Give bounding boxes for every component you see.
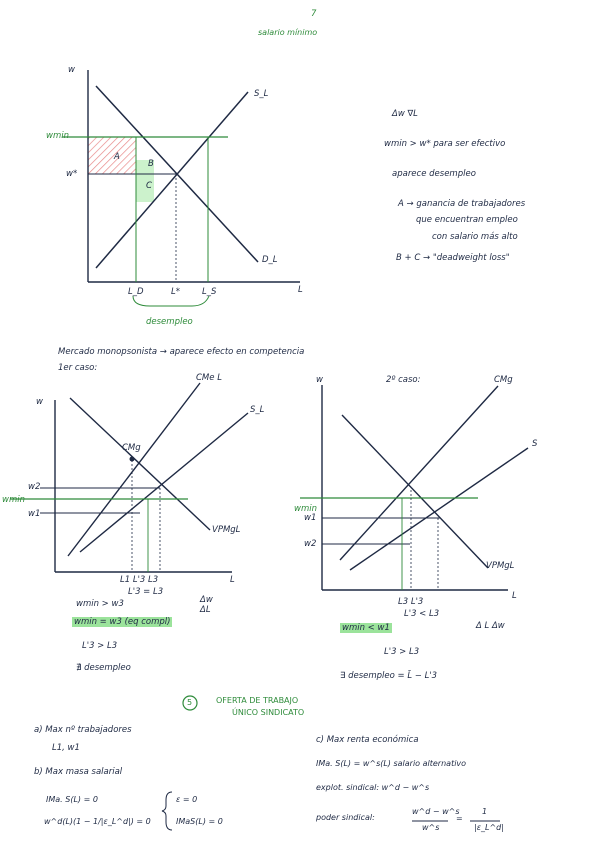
bottom-right-eq3-label: poder sindical: <box>316 813 375 822</box>
graph1-x-axis-label: L <box>298 285 303 295</box>
section5-title-2: ÚNICO SINDICATO <box>232 708 305 717</box>
graph3-y-axis-label: w <box>316 375 323 385</box>
graph1-demand-label: D_L <box>262 255 278 265</box>
bottom-left-eq1: IMa. S(L) = 0 <box>46 795 98 804</box>
graph3-vpmgl-line <box>342 415 488 568</box>
graph1-area-b: B <box>148 159 154 169</box>
graph2-ticks-label: L1 L'3 L3 <box>120 575 159 585</box>
graph3-wmin-label: wmin <box>294 504 317 514</box>
bottom-left-eq2: w^d(L)(1 − 1/|ε_L^d|) = 0 <box>44 817 151 826</box>
graph2-w2-label: w2 <box>28 482 41 492</box>
bottom-left-b-line1: b) Max masa salarial <box>34 767 123 777</box>
notes1-line-5: con salario más alto <box>432 232 518 242</box>
notes2-line-1c: ΔL <box>200 605 211 615</box>
graph2-x-axis-label: L <box>230 575 235 585</box>
section5-number: 5 <box>187 698 193 707</box>
notes2-line-2 <box>72 618 172 627</box>
graph1-bracket-label: desempleo <box>146 317 193 327</box>
section5-title-1: OFERTA DE TRABAJO <box>216 696 299 705</box>
bottom-left-a-line1: a) Max nº trabajadores <box>34 725 132 735</box>
graph2-w1-label: w1 <box>28 509 41 519</box>
case1-label: 1er caso: <box>58 363 98 373</box>
graph1-bracket <box>133 296 209 306</box>
bottom-right-eq1: IMa. S(L) = w^s(L) salario alternativo <box>316 759 467 768</box>
graph3-vpmgl-label: VPMgL <box>486 561 515 571</box>
graph2-s-label: S_L <box>250 405 265 415</box>
graph3-cmg-label: CMg <box>494 375 513 385</box>
graph2-ticks-label2: L'3 = L3 <box>128 587 164 597</box>
graph3-s-label: S <box>532 439 538 449</box>
graph2 <box>10 383 248 572</box>
graph1-y-axis-label: w <box>68 65 75 75</box>
bottom-right-eq3-r-den: |ε_L^d| <box>474 823 504 832</box>
notes1-line-0: Δw ∇L <box>392 109 418 119</box>
notes3-line-2: L'3 > L3 <box>384 647 420 657</box>
page-mark: 7 <box>311 9 317 19</box>
page-title: salario mínimo <box>258 28 318 37</box>
graph2-y-axis-label: w <box>36 397 43 407</box>
notes2-line-1: wmin > w3 <box>76 599 124 609</box>
notes3-line-1-text: wmin < w1 <box>342 623 390 633</box>
notes2-line-2-text: wmin = w3 (eq compl) <box>74 617 171 627</box>
notes2-line-1b: Δw <box>200 595 213 605</box>
bottom-right-c-line1: c) Max renta económica <box>316 735 419 745</box>
notes3-line-1b: Δ L Δw <box>476 621 505 631</box>
notes1-line-4: que encuentran empleo <box>416 215 518 225</box>
graph2-cmg-point <box>130 457 135 462</box>
bottom-right-eq3-r-num: 1 <box>482 807 488 816</box>
notes2-line-4: ∄ desempleo <box>76 663 131 673</box>
notes1-line-2: aparece desempleo <box>392 169 476 179</box>
graph3-s-line <box>350 448 528 570</box>
graph2-vpmgl-line <box>70 398 210 530</box>
graph1-wstar-label: w* <box>66 169 78 179</box>
bottom-right-eq3-den: w^s <box>422 823 440 832</box>
graph2-wmin-label: wmin <box>2 495 25 505</box>
graph3 <box>300 385 528 590</box>
area-a-hatch <box>88 137 136 174</box>
graph2-vpmgl-label: VPMgL <box>212 525 241 535</box>
graph3-cmg-line <box>340 386 498 560</box>
graph1 <box>62 70 300 306</box>
graph3-ticks-label: L3 L'3 <box>398 597 424 607</box>
notes3-line-3: ∃ desempleo = L̄ − L'3 <box>340 671 438 681</box>
mid-text-line: Mercado monopsonista → aparece efecto en competencia <box>58 347 305 357</box>
graph3-w2-label: w2 <box>304 539 317 549</box>
bottom-left-brace-2: IMaS(L) = 0 <box>176 817 223 826</box>
bottom-right-eq3-eq: = <box>456 814 463 823</box>
graph3-ticks-label2: L'3 < L3 <box>404 609 440 619</box>
notes1-line-1: wmin > w* para ser efectivo <box>384 139 506 149</box>
graph2-cme-label: CMe L <box>196 373 222 383</box>
graph1-wmin-label: wmin <box>46 131 69 141</box>
notes2-line-3: L'3 > L3 <box>82 641 118 651</box>
graph1-tick-ls: L_S <box>202 287 217 297</box>
graph2-cmg-label: CMg <box>122 443 141 453</box>
graph3-w1-label: w1 <box>304 513 317 523</box>
graph1-tick-ld: L_D <box>128 287 144 297</box>
notes3-line-1 <box>340 624 392 633</box>
bottom-right-eq3-num: w^d − w^s <box>412 807 460 816</box>
case2-label: 2º caso: <box>386 375 421 385</box>
notes1-line-6: B + C → "deadweight loss" <box>396 253 510 263</box>
bottom-left-a-line2: L1, w1 <box>52 743 80 753</box>
graph1-supply-label: S_L <box>254 89 269 99</box>
notes1-line-3: A → ganancia de trabajadores <box>398 199 526 209</box>
graph1-area-c: C <box>146 181 152 191</box>
graph1-supply-line <box>96 92 248 268</box>
bottom-left-brace <box>162 792 172 830</box>
bottom-left-brace-1: ε = 0 <box>176 795 198 804</box>
bottom-right-eq2: explot. sindical: w^d − w^s <box>316 783 430 792</box>
graph3-x-axis-label: L <box>512 591 517 601</box>
graph1-tick-lstar: L* <box>171 287 180 297</box>
graph1-area-a: A <box>114 152 120 162</box>
